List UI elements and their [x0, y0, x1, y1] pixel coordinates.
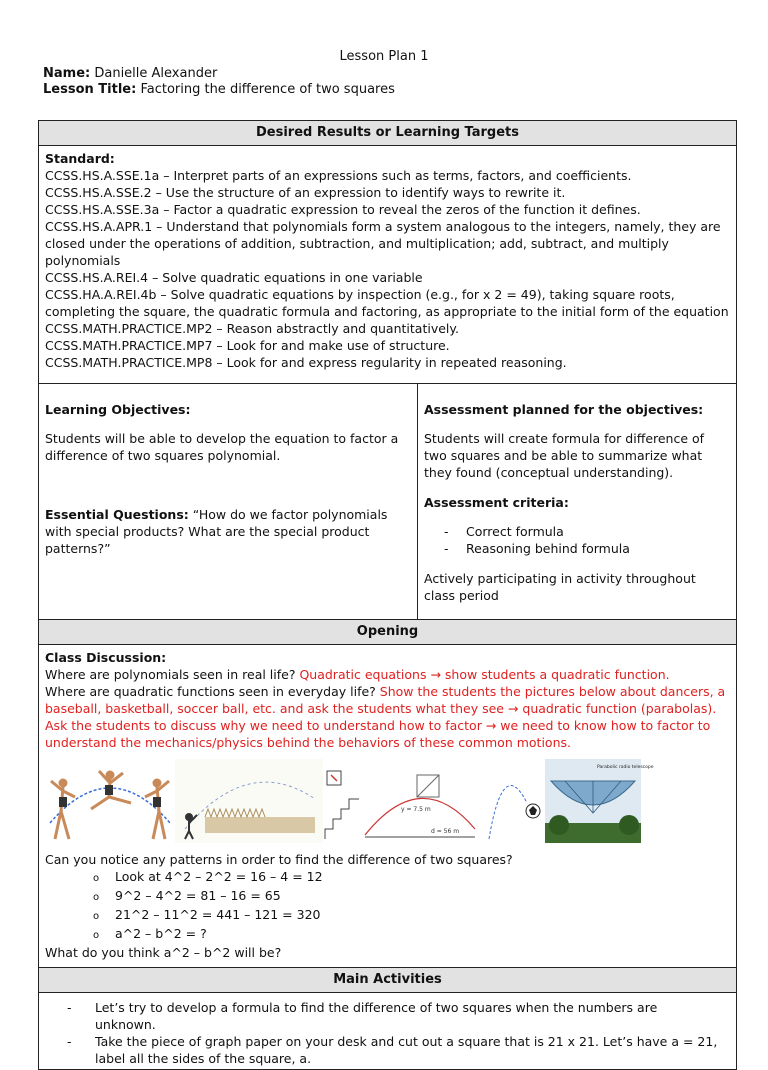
standard-item: CCSS.HS.A.SSE.1a – Interpret parts of an expressions such as terms, factors, and coefficients.: [45, 168, 632, 183]
standards-block: [39, 146, 736, 384]
lesson-title-label: Lesson Title:: [43, 82, 137, 97]
assessment-cell: [418, 384, 736, 619]
lesson-title-value: Factoring the difference of two squares: [136, 82, 395, 97]
opening-heading: Opening: [39, 620, 736, 645]
criteria-item: - Reasoning behind formula: [444, 540, 730, 557]
essential-questions-label: Essential Questions:: [45, 507, 189, 522]
discussion-q2: [45, 683, 730, 751]
criteria-item: - Correct formula: [444, 523, 730, 540]
q1-text: Where are polynomials seen in real life?: [45, 667, 300, 682]
closing-question: What do you think a^2 – b^2 will be?: [45, 945, 282, 960]
activity-item: - Let’s try to develop a formula to find the difference of two squares when the numbers are unknown.: [67, 999, 720, 1033]
standard-item: CCSS.MATH.PRACTICE.MP2 – Reason abstractly and quantitatively.: [45, 321, 459, 336]
basketball-diagram-image: [361, 759, 481, 843]
radio-telescope-image: [545, 759, 654, 843]
desired-results-heading: Desired Results or Learning Targets: [39, 121, 736, 146]
standard-item: CCSS.MATH.PRACTICE.MP8 – Look for and express regularity in repeated reasoning.: [45, 355, 567, 370]
pattern-item: o 21^2 – 11^2 = 441 – 121 = 320: [93, 906, 730, 925]
standard-item: CCSS.MATH.PRACTICE.MP7 – Look for and make use of structure.: [45, 338, 450, 353]
dancers-image: [45, 763, 175, 843]
discussion-q1: [45, 666, 730, 683]
basketball-label: y = 7.5 m: [401, 806, 431, 813]
name-value: Danielle Alexander: [90, 66, 218, 81]
main-activities-heading: Main Activities: [39, 968, 736, 993]
essential-questions: [45, 506, 411, 557]
activities-list: [45, 999, 730, 1067]
class-discussion-label: Class Discussion:: [45, 650, 167, 665]
learning-objectives-cell: [39, 384, 418, 619]
basketball-stairs-image: [323, 759, 361, 843]
standard-item: CCSS.HS.A.SSE.3a – Factor a quadratic expression to reveal the zeros of the function it defines.: [45, 202, 641, 217]
participation-text: Actively participating in activity throughout class period: [424, 570, 696, 603]
criteria-list: [424, 523, 730, 557]
assessment-text: Students will create formula for difference of two squares and be able to summarize what they found (conceptual understanding).: [424, 431, 705, 480]
author-line: [43, 65, 768, 82]
assessment-label: Assessment planned for the objectives:: [424, 401, 704, 417]
q1-answer: Quadratic equations → show students a quadratic function.: [299, 667, 670, 682]
name-label: Name:: [43, 66, 91, 81]
activity-item: - Take the piece of graph paper on your desk and cut out a square that is 21 x 21. Let’s have a = 21, label all the sides of the square, a.: [67, 1033, 720, 1067]
standard-item: CCSS.HS.A.APR.1 – Understand that polynomials form a system analogous to the integers, namely, they are closed under the operations of addition, subtraction, and multiplication; add, subtract, and multiply polynomials: [45, 219, 721, 268]
objectives-row: [39, 384, 736, 620]
standard-item: CCSS.HA.A.REI.4b – Solve quadratic equations by inspection (e.g., for x 2 = 49), taking square roots, completing the square, the quadratic formula and factoring, as appropriate to the initial form of the equation: [45, 287, 729, 319]
telescope-caption: Parabolic radio telescope: [597, 765, 654, 770]
q2-text: Where are quadratic functions seen in everyday life?: [45, 684, 380, 699]
soccer-ball-image: [481, 759, 545, 843]
standard-item: CCSS.HS.A.REI.4 – Solve quadratic equations in one variable: [45, 270, 423, 285]
pattern-item: o 9^2 – 4^2 = 81 – 16 = 65: [93, 887, 730, 906]
patterns-intro: Can you notice any patterns in order to find the difference of two squares?: [45, 852, 513, 867]
lesson-title-line: [43, 81, 768, 98]
standard-label: Standard:: [45, 151, 115, 166]
learning-objectives-text: Students will be able to develop the equation to factor a difference of two squares polynomial.: [45, 431, 399, 463]
basketball-label2: d = 56 m: [431, 828, 460, 835]
opening-block: [39, 645, 736, 968]
essential-questions-text: “How do we factor polynomials with special products? What are the special product patterns?”: [45, 507, 388, 556]
document-title: Lesson Plan 1: [339, 49, 429, 64]
q2-answer: Show the students the pictures below about dancers, a baseball, basketball, soccer ball, etc. and ask the students what they see → quadratic function (parabolas). Ask the students to discuss why we need to understand how to factor → we need to know how to factor to understand the mechanics/physics behind the behaviors of these common motions.: [45, 684, 726, 750]
pattern-item: o a^2 – b^2 = ?: [93, 925, 730, 944]
lesson-plan-table: [38, 120, 737, 1070]
pattern-item: o Look at 4^2 – 2^2 = 16 – 4 = 12: [93, 868, 730, 887]
patterns-list: [45, 868, 730, 944]
learning-objectives-label: Learning Objectives:: [45, 401, 191, 417]
main-activities-block: [39, 993, 736, 1069]
standard-item: CCSS.HS.A.SSE.2 – Use the structure of an expression to identify ways to rewrite it.: [45, 185, 566, 200]
baseball-image: [175, 759, 323, 843]
assessment-criteria-label: Assessment criteria:: [424, 494, 569, 510]
motion-images-row: [45, 757, 730, 843]
